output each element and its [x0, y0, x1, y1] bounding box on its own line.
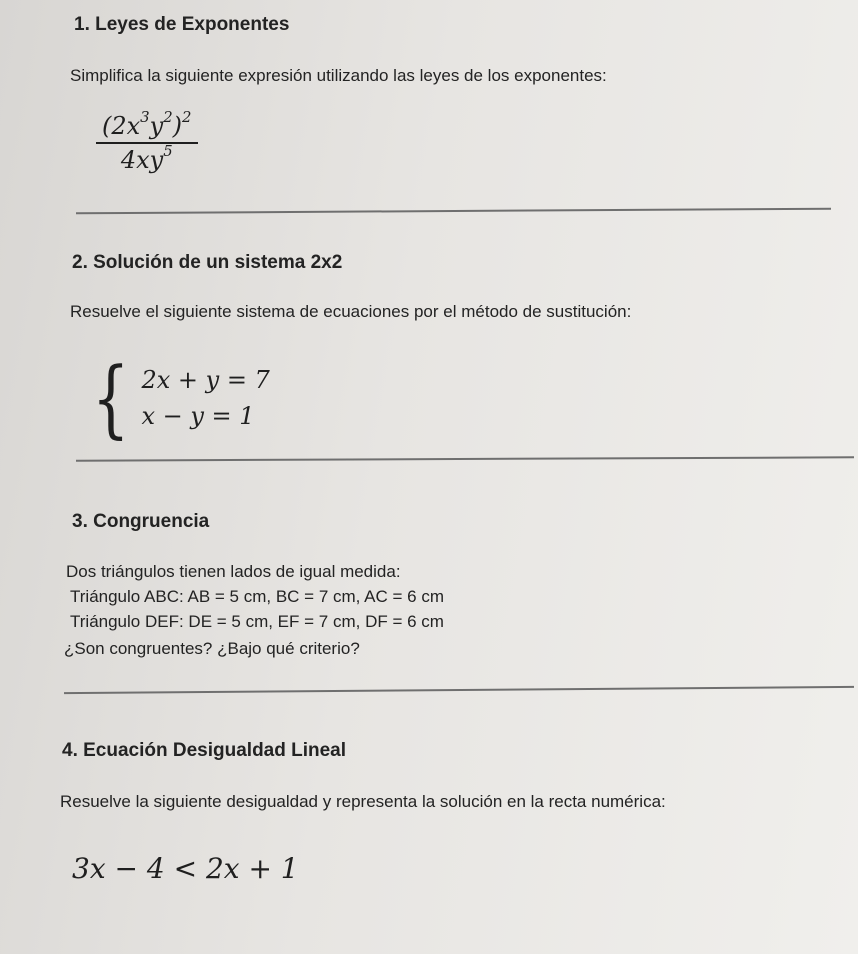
equation-system — [84, 349, 270, 447]
section-3-title: 3. Congruencia — [72, 511, 210, 532]
answer-line-1 — [76, 208, 831, 214]
left-brace: { — [92, 349, 130, 447]
section-1-title: 1. Leyes de Exponentes — [74, 14, 290, 35]
fraction-denominator: $4xy^5$ — [120, 142, 173, 174]
section-1-instruction: Simplifica la siguiente expresión utilizando las leyes de los exponentes: — [70, 66, 607, 85]
equation-1: 2x + y = 7 — [141, 366, 270, 394]
exponent-expression — [96, 108, 198, 174]
equation-2: x − y = 1 — [141, 402, 255, 430]
congruence-intro: Dos triángulos tienen lados de igual medida: — [66, 562, 401, 581]
congruence-question: ¿Son congruentes? ¿Bajo qué criterio? — [64, 639, 360, 658]
inequality: 3x − 4 < 2x + 1 — [72, 852, 299, 885]
section-2-instruction: Resuelve el siguiente sistema de ecuaciones por el método de sustitución: — [70, 302, 632, 321]
section-4-instruction: Resuelve la siguiente desigualdad y representa la solución en la recta numérica: — [60, 792, 666, 811]
triangle-def: Triángulo DEF: DE = 5 cm, EF = 7 cm, DF = 6 cm — [70, 612, 444, 631]
answer-line-2 — [76, 456, 854, 461]
section-2-title: 2. Solución de un sistema 2x2 — [72, 252, 343, 273]
answer-line-3 — [64, 686, 854, 694]
triangle-abc: Triángulo ABC: AB = 5 cm, BC = 7 cm, AC = 6 cm — [70, 587, 444, 606]
fraction-numerator: $(2x^3y^2)^2$ — [102, 108, 192, 140]
section-4-title: 4. Ecuación Desigualdad Lineal — [62, 740, 347, 761]
